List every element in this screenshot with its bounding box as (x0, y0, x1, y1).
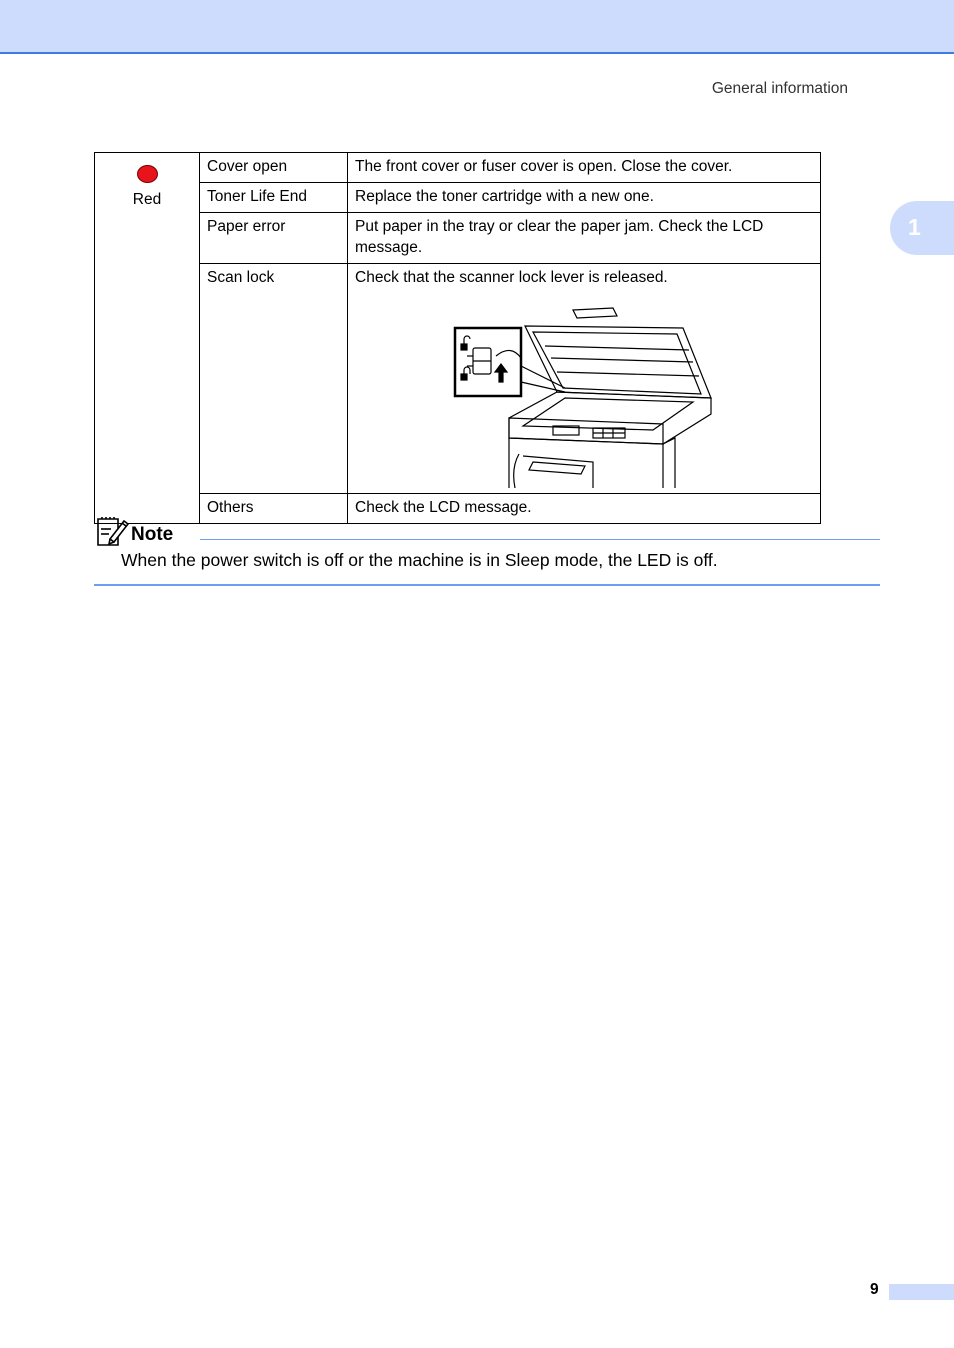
note-divider-bottom (94, 584, 880, 586)
note-heading: Note (131, 524, 174, 545)
cause-cell: Paper error (200, 213, 348, 264)
page-number: 9 (870, 1281, 879, 1298)
table-row (95, 153, 821, 183)
footer-band (889, 1284, 954, 1300)
table-row (95, 264, 821, 494)
table-row (95, 494, 821, 524)
cause-cell: Others (200, 494, 348, 524)
chapter-tab (890, 201, 954, 255)
cause-cell: Scan lock (200, 264, 348, 494)
led-label: Red (132, 191, 162, 208)
action-cell: Check the LCD message. (348, 494, 821, 524)
scanner-lock-illustration (453, 306, 715, 488)
note-text: When the power switch is off or the machine is in Sleep mode, the LED is off. (121, 550, 718, 570)
action-text: Check that the scanner lock lever is released. (355, 269, 668, 286)
action-cell (348, 264, 821, 494)
header-band (0, 0, 954, 54)
note-divider-top (200, 539, 880, 540)
table-row (95, 213, 821, 264)
red-led-icon (137, 165, 158, 183)
note-pencil-icon (96, 515, 130, 547)
action-cell: Put paper in the tray or clear the paper jam. Check the LCD message. (348, 213, 821, 264)
running-header: General information (711, 80, 848, 97)
action-cell: Replace the toner cartridge with a new one. (348, 183, 821, 213)
cause-cell: Toner Life End (200, 183, 348, 213)
chapter-number: 1 (908, 214, 921, 240)
led-indicator-cell (95, 153, 200, 524)
table-row (95, 183, 821, 213)
led-status-table (94, 152, 821, 524)
action-cell: The front cover or fuser cover is open. Close the cover. (348, 153, 821, 183)
cause-cell: Cover open (200, 153, 348, 183)
